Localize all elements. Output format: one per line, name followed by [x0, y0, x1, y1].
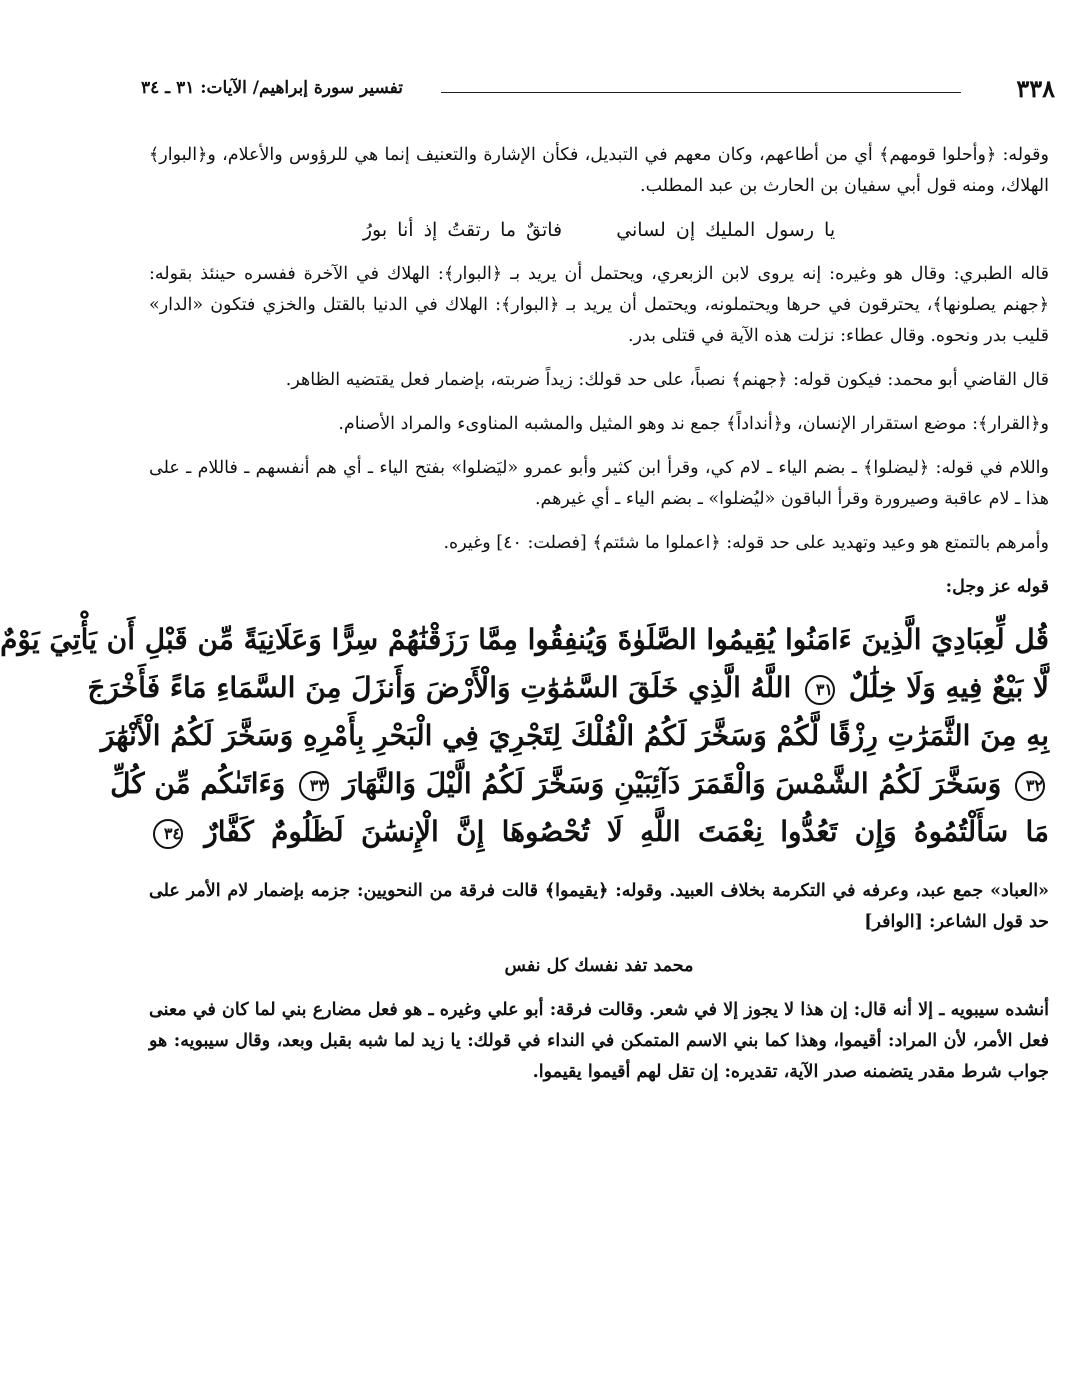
- ayah-number-marker: ٣٣: [299, 771, 329, 801]
- page-body: [0, 140, 1049, 1101]
- quran-text: مَا سَأَلْتُمُوهُ وَإِن تَعُدُّوا نِعْمَتَ اللَّهِ لَا تُحْصُوهَا إِنَّ الْإِنسَٰنَ لَظَلُومٌ كَفَّارٌ: [204, 815, 1049, 848]
- page-number: ٣٣٨: [1016, 74, 1055, 103]
- quran-block: [0, 616, 1049, 856]
- quran-text: اللَّهُ الَّذِي خَلَقَ السَّمَٰوَٰتِ وَالْأَرْضَ وَأَنزَلَ مِنَ السَّمَاءِ مَاءً فَأَخْرَجَ: [87, 671, 792, 704]
- poem-second-hemistich: فاتقٌ ما رتقتُ إذ أنا بورُ: [362, 219, 563, 241]
- poem-line: [149, 215, 1049, 246]
- paragraph: قال القاضي أبو محمد: فيكون قوله: ﴿جهنم﴾ نصباً، على حد قولك: زيداً ضربته، بإضمار فعل يقتضيه الظاهر.: [285, 370, 1049, 390]
- quran-text: وَءَاتَىٰكُم مِّن كُلِّ: [110, 767, 286, 800]
- quran-line: [87, 664, 1049, 712]
- paragraph: واللام في قوله: ﴿ليضلوا﴾ ـ بضم الياء ـ لام كي، وقرأ ابن كثير وأبو عمرو «ليَضلوا» بفتح الياء ـ أي هم أنفسهم ـ فاللام ـ على هذا ـ لام عاقبة وصيرورة وقرأ الباقون «ليُضلوا» ـ بضم الياء ـ أي غيرهم.: [149, 458, 1049, 509]
- page-header: [141, 70, 1061, 110]
- ayah-number-marker: ٣٤: [153, 819, 183, 849]
- quran-line: [149, 808, 1049, 856]
- running-title: تفسير سورة إبراهيم/ الآيات: ٣١ ـ ٣٤: [141, 78, 403, 98]
- quran-line: بِهِ مِنَ الثَّمَرَٰتِ رِزْقًا لَّكُمْ وَسَخَّرَ لَكُمُ الْفُلْكَ لِتَجْرِيَ فِي الْبَحْرِ بِأَمْرِهِ وَسَخَّرَ لَكُمُ الْأَنْهَٰرَ: [100, 719, 1049, 752]
- verse-intro: قوله عز وجل:: [945, 577, 1049, 597]
- quran-line: [110, 760, 1049, 808]
- quran-text: وَسَخَّرَ لَكُمُ الشَّمْسَ وَالْقَمَرَ دَآئِبَيْنِ وَسَخَّرَ لَكُمُ الَّيْلَ وَالنَّهَارَ: [342, 767, 1002, 800]
- paragraph: أنشده سيبويه ـ إلا أنه قال: إن هذا لا يجوز إلا في شعر. وقالت فرقة: أبو علي وغيره ـ هو فعل مضارع بني لما كان في معنى فعل الأمر، لأن المراد: أقيموا، وهذا كما بني الاسم المتمكن في النداء في قولك: يا زيد لما شبه بقبل وبعد، وقال سيبويه: هو جواب شرط مقدر يتضمنه صدر الآية، تقديره: إن تقل لهم أقيموا يقيموا.: [149, 1000, 1049, 1082]
- paragraph: و﴿القرار﴾: موضع استقرار الإنسان، و﴿أنداداً﴾ جمع ند وهو المثيل والمشبه المناوىء والمراد الأصنام.: [338, 414, 1049, 434]
- paragraph: وقوله: ﴿وأحلوا قومهم﴾ أي من أطاعهم، وكان معهم في التبديل، فكأن الإشارة والتعنيف إنما هي للرؤوس والأعلام، و﴿البوار﴾ الهلاك، ومنه قول أبي سفيان بن الحارث بن عبد المطلب.: [149, 145, 1049, 196]
- paragraph: قاله الطبري: وقال هو وغيره: إنه يروى لابن الزبعري، ويحتمل أن يريد بـ ﴿البوار﴾: الهلاك في الآخرة ففسره حينئذ بقوله: ﴿جهنم يصلونها﴾، يحترقون في حرها ويحتملونه، ويحتمل أن يريد بـ ﴿البوار﴾: الهلاك في الدنيا بالقتل والخزي فتكون «الدار» قليب بدر ونحوه. وقال عطاء: نزلت هذه الآية في قتلى بدر.: [149, 264, 1049, 346]
- quran-line: قُل لِّعِبَادِيَ الَّذِينَ ءَامَنُوا يُقِيمُوا الصَّلَوٰةَ وَيُنفِقُوا مِمَّا رَزَقْنَٰهُمْ سِرًّا وَعَلَانِيَةً مِّن قَبْلِ أَن يَأْتِيَ يَوْمٌ: [0, 623, 1049, 656]
- poetry-verse: محمد تفد نفسك كل نفس: [504, 956, 694, 976]
- header-rule: [441, 92, 961, 93]
- paragraph: «العباد» جمع عبد، وعرفه في التكرمة بخلاف العبيد. وقوله: ﴿يقيموا﴾ قالت فرقة من النحويين: جزمه بإضمار لام الأمر على حد قول الشاعر: [الوافر]: [149, 881, 1049, 932]
- quran-text: لَّا بَيْعٌ فِيهِ وَلَا خِلَٰلٌ: [848, 671, 1049, 704]
- poem-first-hemistich: يا رسول المليك إن لساني: [616, 219, 836, 241]
- ayah-number-marker: ٣١: [805, 675, 835, 705]
- paragraph: وأمرهم بالتمتع هو وعيد وتهديد على حد قوله: ﴿اعملوا ما شئتم﴾ [فصلت: ٤٠] وغيره.: [443, 533, 1049, 553]
- ayah-number-marker: ٣٢: [1015, 771, 1045, 801]
